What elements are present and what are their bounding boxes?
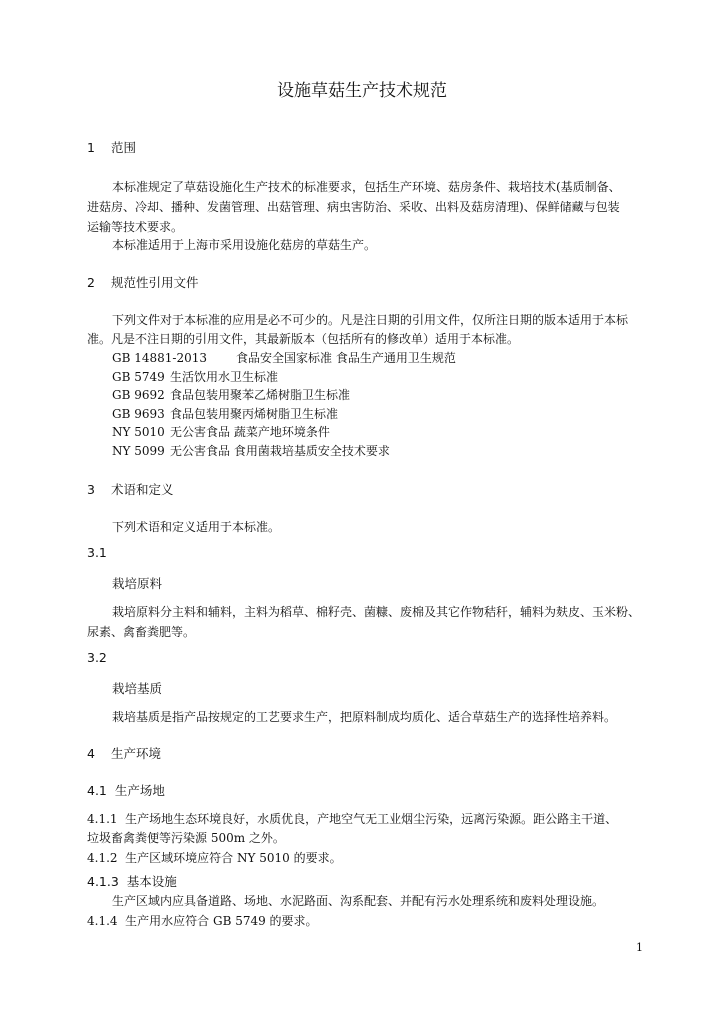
subsection-heading: 4.1 生产场地 (87, 783, 165, 798)
reference-title: 生活饮用水卫生标准 (170, 370, 279, 384)
reference-code: GB 5749 (112, 370, 165, 384)
reference-code: NY 5010 (112, 425, 165, 439)
reference-title: 食品安全国家标准 食品生产通用卫生规范 (236, 351, 456, 365)
section-title: 范围 (110, 140, 136, 155)
reference-title: 食品包装用聚丙烯树脂卫生标准 (170, 407, 339, 421)
term-name: 栽培基质 (112, 681, 163, 696)
paragraph-line: 运输等技术要求。 (87, 220, 184, 234)
reference-item (112, 368, 278, 385)
paragraph-line: 4.1.2 生产区域环境应符合 NY 5010 的要求。 (87, 851, 342, 865)
paragraph-line: 下列术语和定义适用于本标准。 (112, 520, 281, 534)
paragraph-line: 4.1.4 生产用水应符合 GB 5749 的要求。 (87, 914, 318, 928)
section-title: 生产环境 (110, 746, 161, 761)
paragraph-line: 下列文件对于本标准的应用是必不可少的。凡是注日期的引用文件，仅所注日期的版本适用于本标 (112, 313, 629, 327)
reference-title: 无公害食品 食用菌栽培基质安全技术要求 (170, 444, 390, 458)
section-title: 规范性引用文件 (110, 275, 199, 290)
reference-item (112, 386, 350, 403)
section-number: 4 (87, 746, 95, 761)
reference-code: GB 9692 (112, 388, 165, 402)
term-number: 3.2 (87, 650, 107, 665)
reference-code: NY 5099 (112, 444, 165, 458)
document-title: 设施草菇生产技术规范 (277, 81, 447, 101)
section-3-heading (87, 480, 174, 498)
reference-code: GB 14881-2013 (112, 351, 207, 365)
paragraph-line: 准。凡是不注日期的引用文件，其最新版本（包括所有的修改单）适用于本标准。 (87, 332, 520, 346)
paragraph-line: 本标准适用于上海市采用设施化菇房的草菇生产。 (112, 238, 377, 252)
paragraph-line: 进菇房、冷却、播种、发菌管理、出菇管理、病虫害防治、采收、出料及菇房清理)、保鲜储藏与包装 (87, 200, 620, 214)
term-name: 栽培原料 (112, 576, 163, 591)
section-1-heading (87, 138, 136, 156)
reference-code: GB 9693 (112, 407, 165, 421)
subsection-heading: 4.1.3 基本设施 (87, 874, 177, 889)
paragraph-line: 生产区域内应具备道路、场地、水泥路面、沟系配套、并配有污水处理系统和废料处理设施。 (112, 894, 605, 908)
reference-item (112, 423, 330, 440)
section-number: 2 (87, 275, 95, 290)
paragraph-line: 栽培基质是指产品按规定的工艺要求生产，把原料制成均质化、适合草菇生产的选择性培养料。 (112, 710, 617, 724)
term-number: 3.1 (87, 545, 107, 560)
paragraph-line: 栽培原料分主料和辅料，主料为稻草、棉籽壳、菌糠、废棉及其它作物秸秆，辅料为麸皮、玉米粉、 (112, 605, 641, 619)
page-number: 1 (636, 941, 643, 954)
reference-item (112, 405, 338, 422)
reference-item (112, 442, 390, 459)
section-4-heading (87, 744, 161, 762)
section-2-heading (87, 273, 199, 291)
section-number: 1 (87, 140, 95, 155)
section-title: 术语和定义 (110, 482, 174, 497)
paragraph-line: 尿素、禽畜粪肥等。 (87, 625, 196, 639)
paragraph-line: 4.1.1 生产场地生态环境良好，水质优良，产地空气无工业烟尘污染，远离污染源。距公路主干道、 (87, 812, 618, 826)
paragraph-line: 垃圾畜禽粪便等污染源 500m 之外。 (87, 831, 285, 845)
section-number: 3 (87, 482, 95, 497)
reference-title: 食品包装用聚苯乙烯树脂卫生标准 (170, 388, 351, 402)
reference-item (112, 349, 456, 366)
reference-title: 无公害食品 蔬菜产地环境条件 (170, 425, 330, 439)
paragraph-line: 本标准规定了草菇设施化生产技术的标准要求，包括生产环境、菇房条件、栽培技术(基质制备、 (112, 180, 621, 194)
